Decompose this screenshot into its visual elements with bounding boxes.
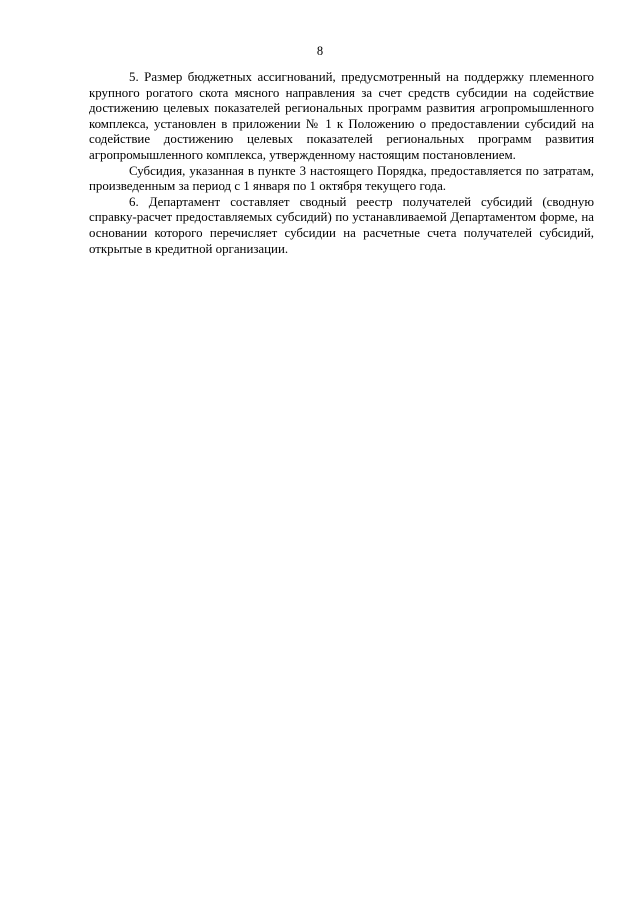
paragraph-5-budget-allocation: 5. Размер бюджетных ассигнований, предусмотренный на поддержку племенного крупного рогатого скота мясного направления за счет средств субсидии на содействие достижению целевых показателей региональных программ развития агропромышленного комплекса, установлен в приложении № 1 к Положению о предоставлении субсидий на содействие достижению целевых показателей региональных программ развития агропромышленного комплекса, утвержденному настоящим постановлением. xyxy=(89,70,594,162)
document-body xyxy=(89,70,594,257)
page-number: 8 xyxy=(316,44,324,58)
paragraph-6-recipient-registry: 6. Департамент составляет сводный реестр получателей субсидий (сводную справку-расчет предоставляемых субсидий) по устанавливаемой Департаментом форме, на основании которого перечисляет субсидии на расчетные счета получателей субсидий, открытые в кредитной организации. xyxy=(89,194,594,256)
paragraph-subsidy-period: Субсидия, указанная в пункте 3 настоящего Порядка, предоставляется по затратам, произведенным за период с 1 января по 1 октября текущего года. xyxy=(89,163,594,194)
